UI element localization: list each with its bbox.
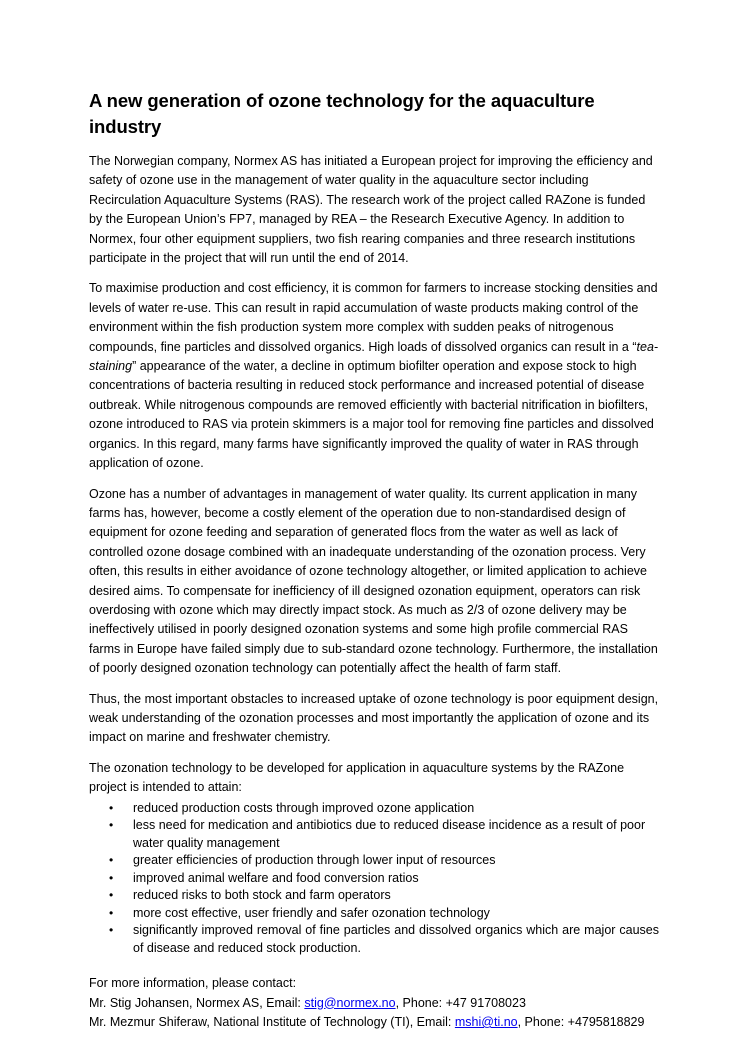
contact-1-suffix: , Phone: +47 91708023 (395, 995, 526, 1010)
bullet-icon: • (109, 905, 114, 920)
list-item-text: improved animal welfare and food conversion ratios (133, 870, 419, 885)
production-paragraph (89, 279, 659, 473)
list-item (109, 887, 659, 905)
ozone-advantages-paragraph: Ozone has a number of advantages in management of water quality. Its current application in many farms has, however, become a costly element of the operation due to non-standardised design of equipment for ozone feeding and separation of generated flocs from the water as well as lack of controlled ozone dosage combined with an inadequate understanding of the ozonation process. Very often, this results in either avoidance of ozone technology altogether, or limited application to achieve desired aims. To compensate for inefficiency of ill designed ozonation equipment, operators can risk overdosing with ozone which may directly impact stock. As much as 2/3 of ozone delivery may be ineffectively utilised in poorly designed ozonation systems and some high profile commercial RAS farms in Europe have failed simply due to sub-standard ozone technology. Furthermore, the installation of poorly designed ozonation technology can potentially affect the health of farm staff. (89, 486, 658, 676)
contact-1-email-link[interactable]: stig@normex.no (304, 995, 396, 1010)
bullet-icon: • (109, 818, 114, 833)
contact-intro: For more information, please contact: (89, 976, 297, 991)
intro-paragraph: The Norwegian company, Normex AS has initiated a European project for improving the efficiency and safety of ozone use in the management of water quality in the aquaculture sector including Recirculation Aquaculture Systems (RAS). The research work of the project called RAZone is funded by the European Union’s FP7, managed by REA – the Research Executive Agency. In addition to Normex, four other equipment suppliers, two fish rearing companies and three research institutions participate in the project that will run until the end of 2014. (89, 154, 653, 266)
list-item (109, 817, 659, 852)
contact-2-prefix: Mr. Mezmur Shiferaw, National Institute of Technology (TI), Email: (89, 1014, 455, 1029)
contact-1-prefix: Mr. Stig Johansen, Normex AS, Email: (89, 995, 305, 1010)
list-item-text: significantly improved removal of fine particles and dissolved organics which are major causes of disease and reduced stock production. (133, 923, 659, 955)
list-item-text: greater efficiencies of production through lower input of resources (133, 853, 496, 868)
obstacles-paragraph: Thus, the most important obstacles to increased uptake of ozone technology is poor equipment design, weak understanding of the ozonation processes and most importantly the application of ozone and its impact on marine and freshwater chemistry. (89, 691, 659, 745)
bullet-icon: • (109, 888, 114, 903)
list-item (109, 870, 659, 888)
goals-list (89, 800, 659, 958)
contact-section (89, 974, 659, 1032)
list-item-text: less need for medication and antibiotics due to reduced disease incidence as a result of poor water quality management (133, 818, 646, 850)
goals-intro-paragraph: The ozonation technology to be developed for application in aquaculture systems by the RAZone project is intended to attain: (89, 760, 625, 795)
contact-2-suffix: , Phone: +4795818829 (517, 1014, 645, 1029)
contact-line-1 (89, 994, 659, 1013)
paragraph-text-a: To maximise production and cost efficiency, it is common for farmers to increase stocking densities and levels of water re-use. This can result in rapid accumulation of waste products making control of the environment within the fish production system more complex with sudden peaks of nitrogenous compounds, fine particles and dissolved organics. High loads of dissolved organics can result in a “ (89, 281, 658, 354)
italic-term: tea- staining (89, 339, 659, 374)
document-page (89, 88, 659, 1032)
contact-line-2 (89, 1013, 659, 1032)
list-item-text: more cost effective, user friendly and safer ozonation technology (133, 905, 490, 920)
list-item (109, 852, 659, 870)
bullet-icon: • (109, 800, 114, 815)
list-item-text: reduced production costs through improved ozone application (133, 800, 475, 815)
paragraph-text-b: ” appearance of the water, a decline in optimum biofilter operation and expose stock to high concentrations of bacteria resulting in reduced stock performance and increased potential of disease outbreak. While nitrogenous compounds are removed efficiently with bacterial nitrification in biofilters, ozone introduced to RAS via protein skimmers is a major tool for removing fine particles and dissolved organics. In this regard, many farms have significantly improved the quality of water in RAS through application of ozone. (89, 359, 654, 471)
list-item-text: reduced risks to both stock and farm operators (133, 888, 391, 903)
bullet-icon: • (109, 923, 114, 938)
page-title: A new generation of ozone technology for the aquaculture industry (89, 90, 595, 137)
bullet-icon: • (109, 853, 114, 868)
contact-2-email-link[interactable]: mshi@ti.no (454, 1014, 518, 1029)
list-item (109, 922, 659, 957)
bullet-icon: • (109, 870, 114, 885)
list-item (109, 905, 659, 923)
list-item (109, 800, 659, 818)
